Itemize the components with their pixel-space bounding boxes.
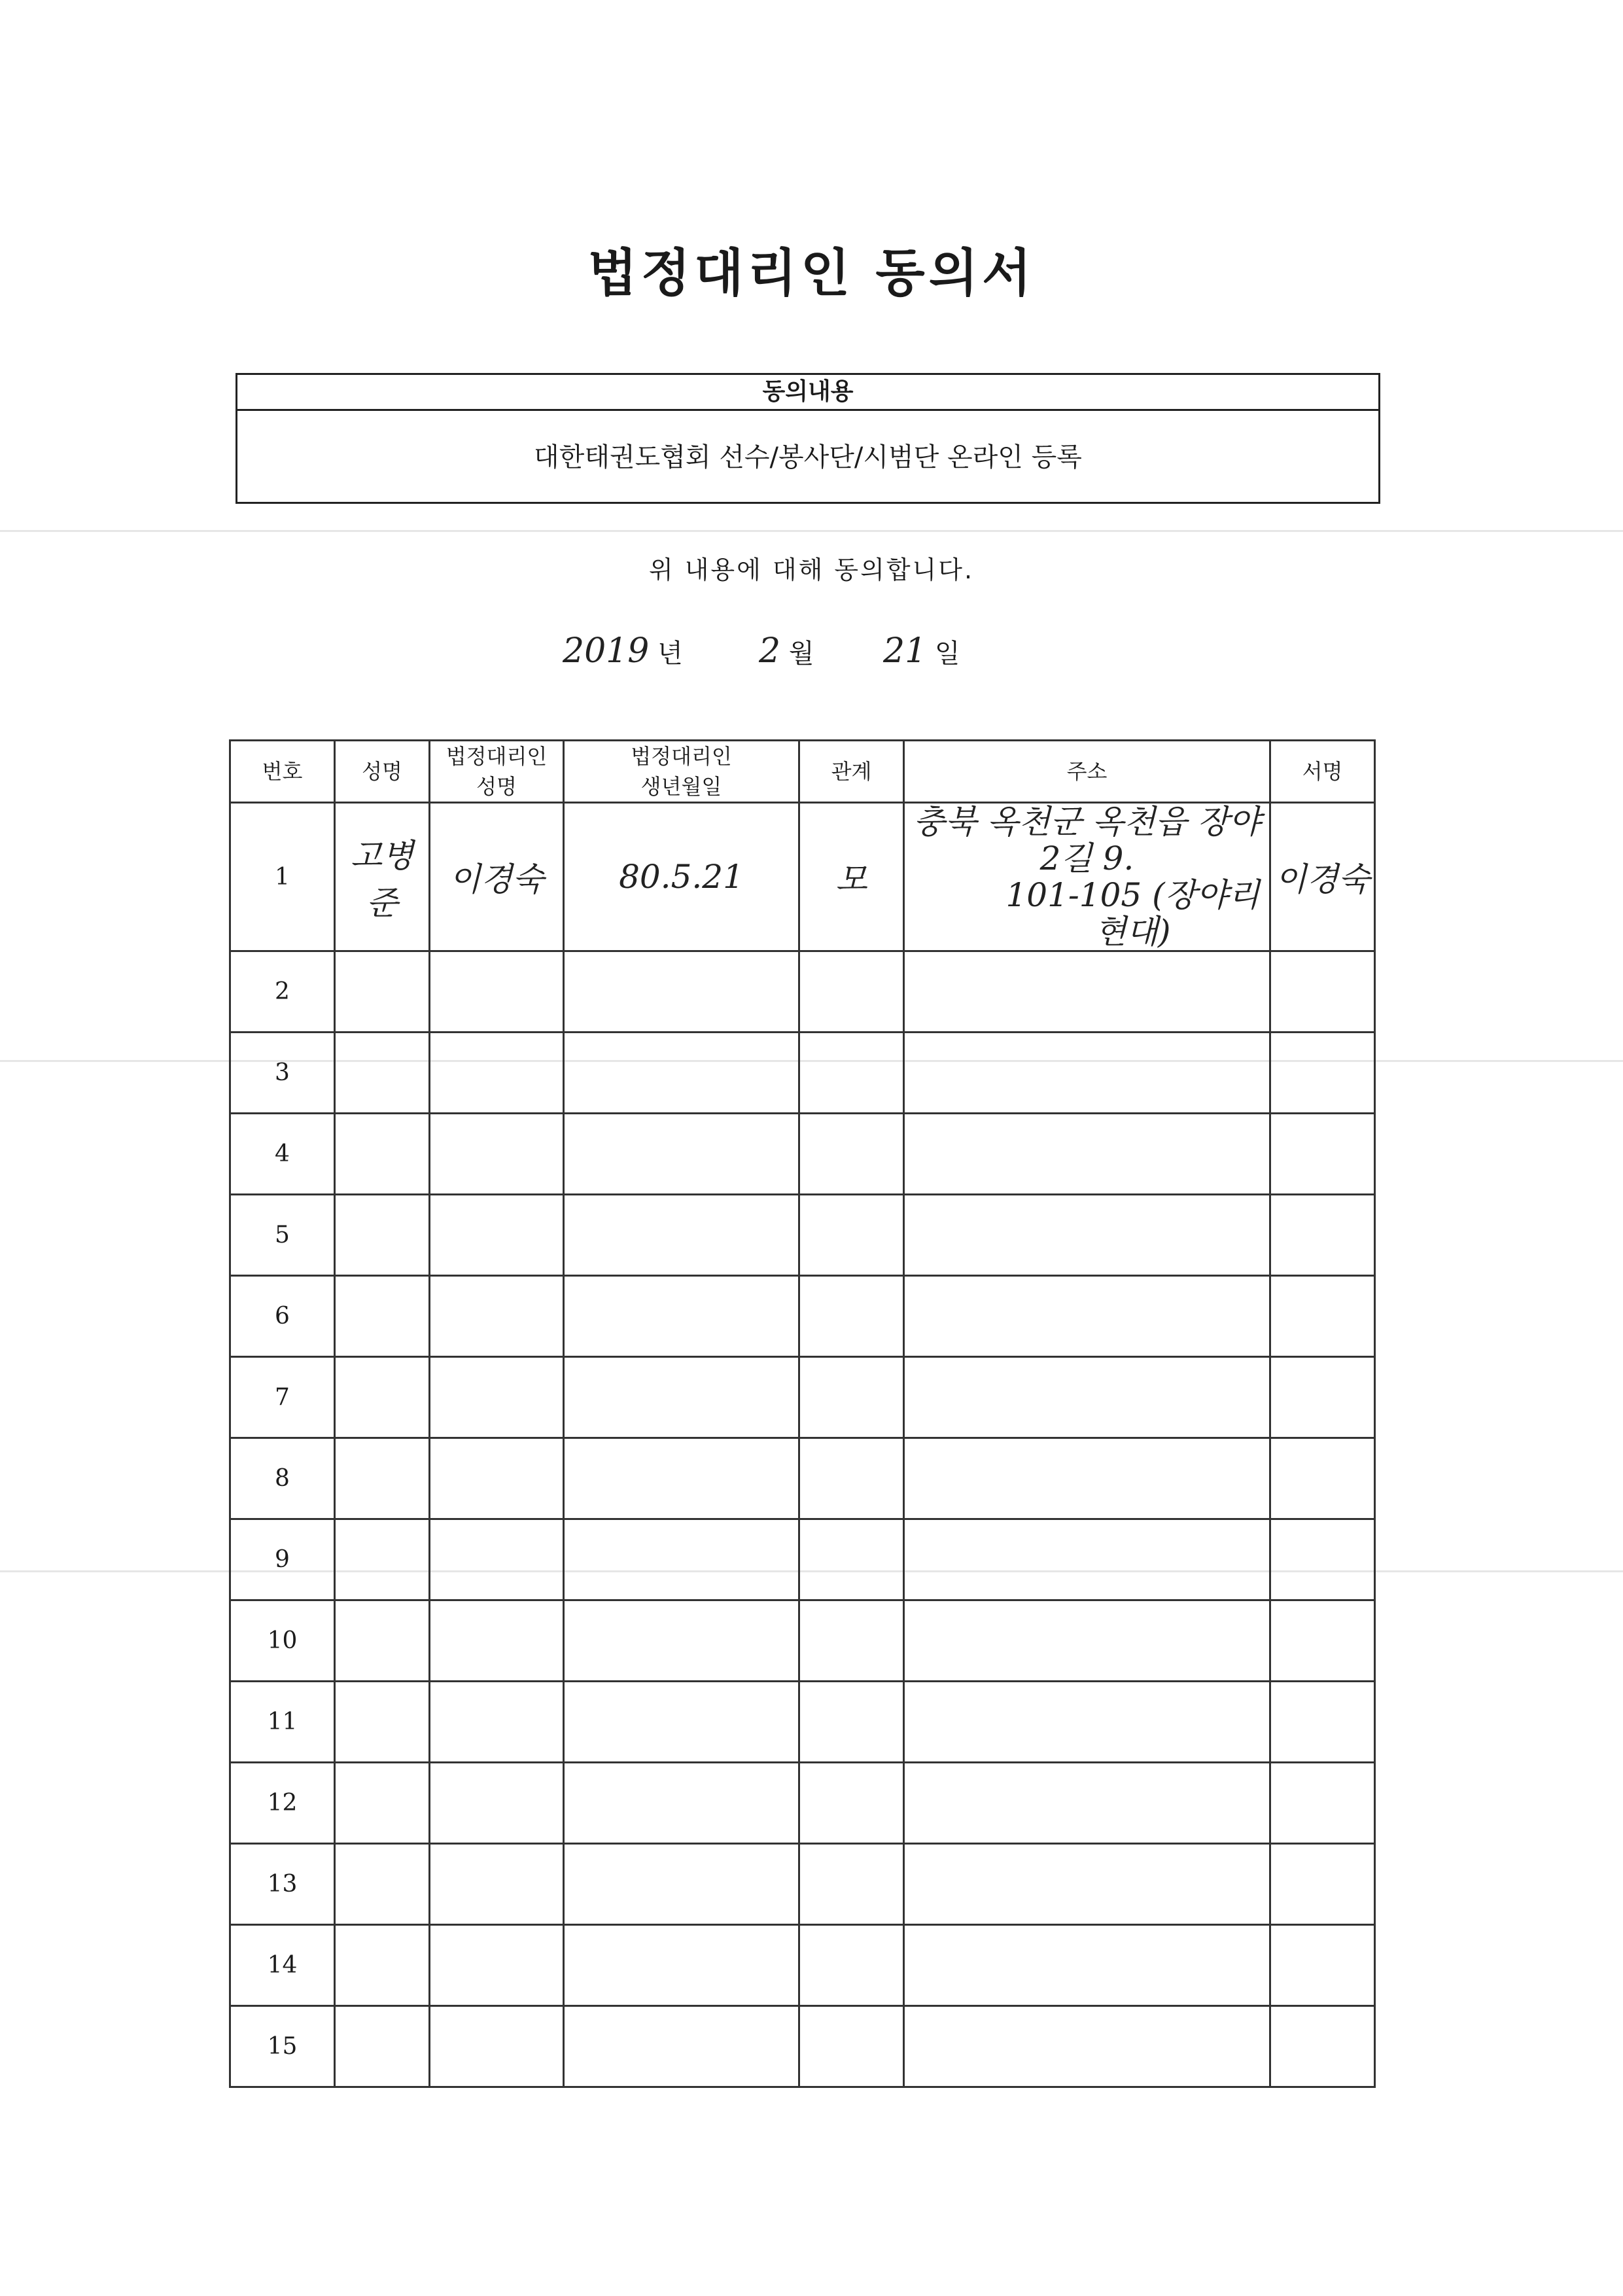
row-guardian-name xyxy=(430,951,564,1033)
table-row xyxy=(230,1114,1375,1195)
row-guardian-birth xyxy=(564,951,799,1033)
row-name xyxy=(335,1195,430,1276)
table-row xyxy=(230,1925,1375,2006)
row-relation xyxy=(799,1763,904,1844)
row-name xyxy=(335,1682,430,1763)
row-name xyxy=(335,803,430,951)
row-address-line2: 101-105 (장야리현대) xyxy=(1005,876,1260,951)
row-no: 12 xyxy=(230,1763,335,1844)
agreement-statement: 위 내용에 대해 동의합니다. xyxy=(648,556,975,584)
header-name: 성명 xyxy=(335,741,430,803)
row-no: 13 xyxy=(230,1844,335,1925)
row-address xyxy=(904,1438,1270,1519)
row-no: 7 xyxy=(230,1357,335,1438)
consent-content-box xyxy=(236,373,1380,504)
row-relation xyxy=(799,1600,904,1682)
table-header-row xyxy=(230,741,1375,803)
header-signature: 서명 xyxy=(1270,741,1375,803)
row-relation xyxy=(799,1438,904,1519)
row-no: 5 xyxy=(230,1195,335,1276)
row-signature xyxy=(1270,951,1375,1033)
row-guardian-birth xyxy=(564,1925,799,2006)
row-signature xyxy=(1270,1844,1375,1925)
row-no: 10 xyxy=(230,1600,335,1682)
date-year xyxy=(563,631,683,684)
row-relation xyxy=(799,1844,904,1925)
row-address xyxy=(904,951,1270,1033)
document-title: 법정대리인 동의서 xyxy=(587,244,1036,303)
row-name-value: 고병준 xyxy=(350,837,414,922)
row-signature xyxy=(1270,1033,1375,1114)
row-no: 15 xyxy=(230,2006,335,2087)
row-signature xyxy=(1270,1682,1375,1763)
consent-content-body: 대한태권도협회 선수/봉사단/시범단 온라인 등록 xyxy=(534,442,1082,472)
row-name xyxy=(335,1033,430,1114)
row-guardian-name xyxy=(430,1600,564,1682)
row-guardian-name xyxy=(430,1519,564,1600)
row-signature xyxy=(1270,2006,1375,2087)
row-guardian-birth-value: 80.5.21 xyxy=(619,858,744,896)
row-name xyxy=(335,1114,430,1195)
row-address xyxy=(904,1844,1270,1925)
date-year-value: 2019 xyxy=(563,631,650,671)
table-row xyxy=(230,1033,1375,1114)
table-row xyxy=(230,1519,1375,1600)
row-signature xyxy=(1270,1195,1375,1276)
row-guardian-name xyxy=(430,1844,564,1925)
row-guardian-birth xyxy=(564,1844,799,1925)
row-guardian-birth xyxy=(564,1033,799,1114)
row-address xyxy=(904,1925,1270,2006)
table-row xyxy=(230,1195,1375,1276)
date-year-unit: 년 xyxy=(657,639,683,669)
row-no: 3 xyxy=(230,1033,335,1114)
row-relation-value: 모 xyxy=(835,860,867,898)
row-relation xyxy=(799,1357,904,1438)
consent-content-header: 동의내용 xyxy=(237,375,1378,411)
row-signature xyxy=(1270,1114,1375,1195)
row-address xyxy=(904,1357,1270,1438)
row-no: 6 xyxy=(230,1276,335,1357)
row-name xyxy=(335,1925,430,2006)
row-name xyxy=(335,951,430,1033)
date-day-value: 21 xyxy=(883,631,927,671)
row-signature xyxy=(1270,1763,1375,1844)
row-guardian-birth xyxy=(564,1276,799,1357)
table-row xyxy=(230,803,1375,951)
date-month xyxy=(759,631,814,684)
table-row xyxy=(230,1438,1375,1519)
row-relation xyxy=(799,2006,904,2087)
row-name xyxy=(335,1600,430,1682)
row-no: 4 xyxy=(230,1114,335,1195)
row-address xyxy=(904,1763,1270,1844)
header-guardian-birth-line2: 생년월일 xyxy=(640,774,722,799)
row-signature xyxy=(1270,1276,1375,1357)
header-guardian-name-line2: 성명 xyxy=(476,774,517,799)
row-address xyxy=(904,803,1270,951)
header-guardian-birth-line1: 법정대리인 xyxy=(631,744,732,769)
row-name xyxy=(335,1844,430,1925)
date-day-unit: 일 xyxy=(934,639,960,669)
row-no: 11 xyxy=(230,1682,335,1763)
row-name xyxy=(335,1763,430,1844)
row-signature xyxy=(1270,1925,1375,2006)
row-address xyxy=(904,1033,1270,1114)
row-signature xyxy=(1270,1600,1375,1682)
row-guardian-birth xyxy=(564,1600,799,1682)
row-guardian-name xyxy=(430,1195,564,1276)
row-signature xyxy=(1270,1438,1375,1519)
date-month-unit: 월 xyxy=(788,639,814,669)
row-address xyxy=(904,1519,1270,1600)
row-guardian-birth xyxy=(564,2006,799,2087)
table-row xyxy=(230,1600,1375,1682)
row-relation xyxy=(799,1925,904,2006)
row-guardian-name xyxy=(430,1357,564,1438)
row-address xyxy=(904,1195,1270,1276)
row-no: 9 xyxy=(230,1519,335,1600)
row-guardian-name xyxy=(430,1925,564,2006)
row-guardian-birth xyxy=(564,803,799,951)
row-relation xyxy=(799,1682,904,1763)
row-address-line1: 충북 옥천군 옥천읍 장야2길 9. xyxy=(913,803,1261,877)
row-relation xyxy=(799,951,904,1033)
row-name xyxy=(335,1519,430,1600)
row-guardian-name-value: 이경숙 xyxy=(449,860,544,898)
header-guardian-birth xyxy=(564,741,799,803)
row-relation xyxy=(799,803,904,951)
row-relation xyxy=(799,1519,904,1600)
row-guardian-name xyxy=(430,1033,564,1114)
paper-fold-line xyxy=(0,530,1623,532)
row-guardian-name xyxy=(430,2006,564,2087)
row-guardian-name xyxy=(430,803,564,951)
row-guardian-birth xyxy=(564,1114,799,1195)
row-address xyxy=(904,2006,1270,2087)
row-name xyxy=(335,2006,430,2087)
header-guardian-name xyxy=(430,741,564,803)
row-address xyxy=(904,1682,1270,1763)
row-guardian-name xyxy=(430,1682,564,1763)
row-relation xyxy=(799,1195,904,1276)
row-name xyxy=(335,1357,430,1438)
date-day xyxy=(883,631,960,684)
table-row xyxy=(230,1357,1375,1438)
row-no: 1 xyxy=(230,803,335,951)
table-row xyxy=(230,1276,1375,1357)
row-guardian-birth xyxy=(564,1195,799,1276)
header-no: 번호 xyxy=(230,741,335,803)
guardian-roster-table xyxy=(229,739,1376,2088)
row-name xyxy=(335,1438,430,1519)
table-row xyxy=(230,1844,1375,1925)
table-row xyxy=(230,1682,1375,1763)
row-address xyxy=(904,1114,1270,1195)
row-address xyxy=(904,1276,1270,1357)
row-no: 2 xyxy=(230,951,335,1033)
row-name xyxy=(335,1276,430,1357)
table-row xyxy=(230,951,1375,1033)
table-row xyxy=(230,2006,1375,2087)
row-guardian-birth xyxy=(564,1682,799,1763)
row-guardian-birth xyxy=(564,1438,799,1519)
header-relation: 관계 xyxy=(799,741,904,803)
row-no: 8 xyxy=(230,1438,335,1519)
row-signature-value: 이경숙 xyxy=(1275,860,1370,898)
row-guardian-birth xyxy=(564,1357,799,1438)
row-relation xyxy=(799,1276,904,1357)
row-address xyxy=(904,1600,1270,1682)
row-guardian-birth xyxy=(564,1763,799,1844)
row-guardian-name xyxy=(430,1438,564,1519)
row-relation xyxy=(799,1033,904,1114)
row-no: 14 xyxy=(230,1925,335,2006)
row-guardian-name xyxy=(430,1763,564,1844)
row-relation xyxy=(799,1114,904,1195)
table-row xyxy=(230,1763,1375,1844)
row-guardian-birth xyxy=(564,1519,799,1600)
row-guardian-name xyxy=(430,1114,564,1195)
header-address: 주소 xyxy=(904,741,1270,803)
row-guardian-name xyxy=(430,1276,564,1357)
date-month-value: 2 xyxy=(759,631,781,671)
header-guardian-name-line1: 법정대리인 xyxy=(445,744,548,769)
row-signature xyxy=(1270,1519,1375,1600)
row-signature xyxy=(1270,803,1375,951)
row-signature xyxy=(1270,1357,1375,1438)
